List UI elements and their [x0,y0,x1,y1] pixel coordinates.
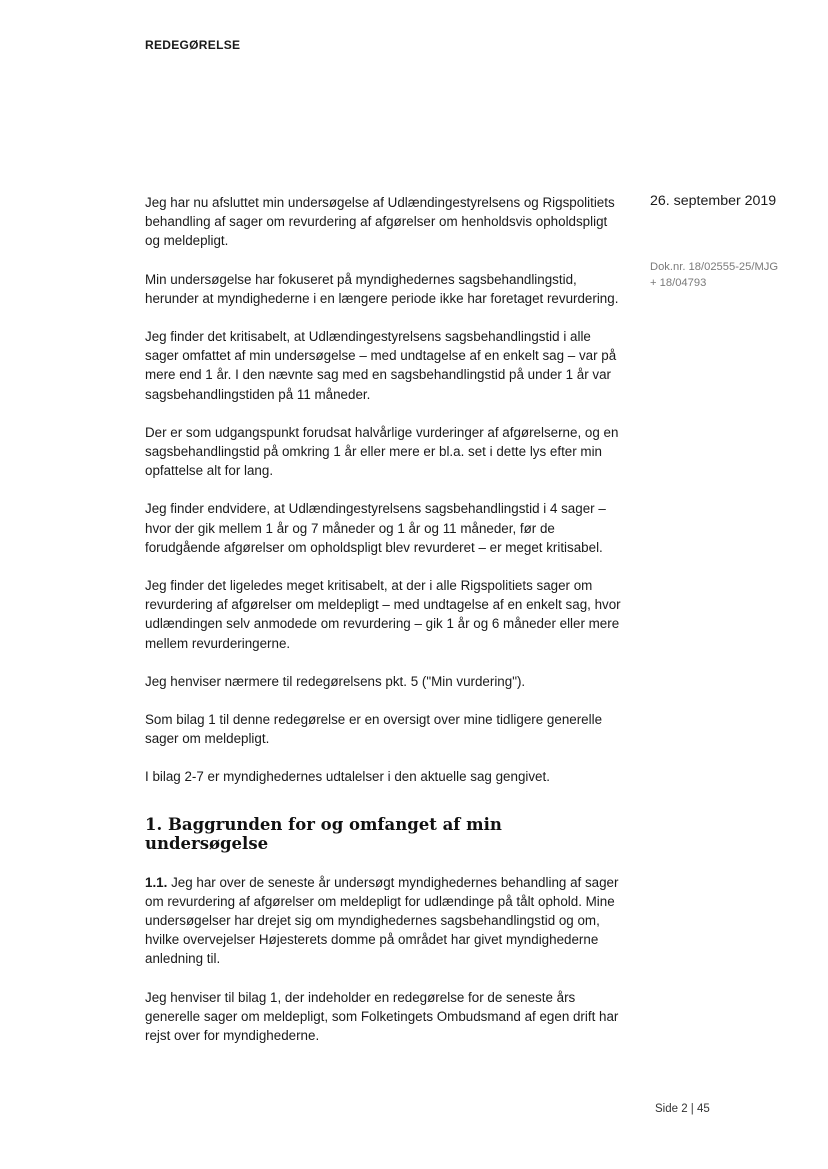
section-1-heading: 1. Baggrunden for og omfanget af min undersøgelse [145,814,502,853]
intro-paragraph-7: Jeg henviser nærmere til redegørelsens pkt. 5 ("Min vurdering"). [145,673,526,689]
document-type-title: REDEGØRELSE [145,38,241,52]
document-date: 26. september 2019 [650,193,777,209]
intro-paragraph-5: Jeg finder endvidere, at Udlændingestyrelsens sagsbehandlingstid i 4 sager – hvor der gik mellem 1 år og 7 måneder og 1 år og 11 måneder, før de forudgående afgørelser om opholdspligt blev revurderet – er meget kritisabel. [145,501,606,555]
intro-paragraph-6: Jeg finder det ligeledes meget kritisabelt, at der i alle Rigspolitiets sager om revurdering af afgørelser om meldepligt – med undtagelse af en enkelt sag, hvor udlændingen selv anmodede om revurdering – gik 1 år og 6 måneder eller mere mellem revurderingerne. [145,578,621,651]
intro-paragraph-3: Jeg finder det kritisabelt, at Udlændingestyrelsens sagsbehandlingstid i alle sager omfattet af min undersøgelse – med undtagelse af en enkelt sag – var på mere end 1 år. I den nævnte sag med en sagsbehandlingstid på under 1 år var sagsbehandlingstiden på 11 måneder. [145,329,617,402]
intro-paragraph-1: Jeg har nu afsluttet min undersøgelse af Udlændingestyrelsens og Rigspolitiets behandling af sager om revurdering af afgørelser om henholdsvis opholdspligt og meldepligt. [145,195,615,249]
section-1-paragraph-2: Jeg henviser til bilag 1, der indeholder en redegørelse for de seneste års generelle sager om meldepligt, som Folketingets Ombudsmand af egen drift har rejst over for myndighederne. [145,989,619,1044]
section-1-paragraph-1-text: Jeg har over de seneste år undersøgt myndighedernes behandling af sager om revurdering af afgørelser om meldepligt for udlændinge på tålt ophold. Mine undersøgelser har drejet sig om myndighedernes sagsbehandlingstid og om, hvilke overvejelser Højesterets domme på området har givet myndighederne anledning til. [145,874,619,967]
reference-number-secondary: + 18/04793 [650,277,707,289]
intro-paragraph-4: Der er som udgangspunkt forudsat halvårlige vurderinger af afgørelserne, og en sagsbehandlingstid på omkring 1 år eller mere er bl.a. set i dette lys efter min opfattelse alt for lang. [145,424,619,479]
intro-paragraph-9: I bilag 2-7 er myndighedernes udtalelser i den aktuelle sag gengivet. [145,769,550,785]
reference-number: Dok.nr. 18/02555-25/MJG [650,261,779,273]
section-1-paragraph-1 [145,873,623,969]
intro-paragraph-2: Min undersøgelse har fokuseret på myndighedernes sagsbehandlingstid, herunder at myndighederne i en længere periode ikke har foretaget revurdering. [145,271,619,306]
intro-paragraph-8: Som bilag 1 til denne redegørelse er en oversigt over mine tidligere generelle sager om meldepligt. [145,712,603,747]
document-reference [650,259,810,291]
main-text-column [145,193,623,1064]
paragraph-number: 1.1. [145,874,168,890]
side-metadata-column [650,193,810,291]
page-number: Side 2 | 45 [655,1103,710,1115]
